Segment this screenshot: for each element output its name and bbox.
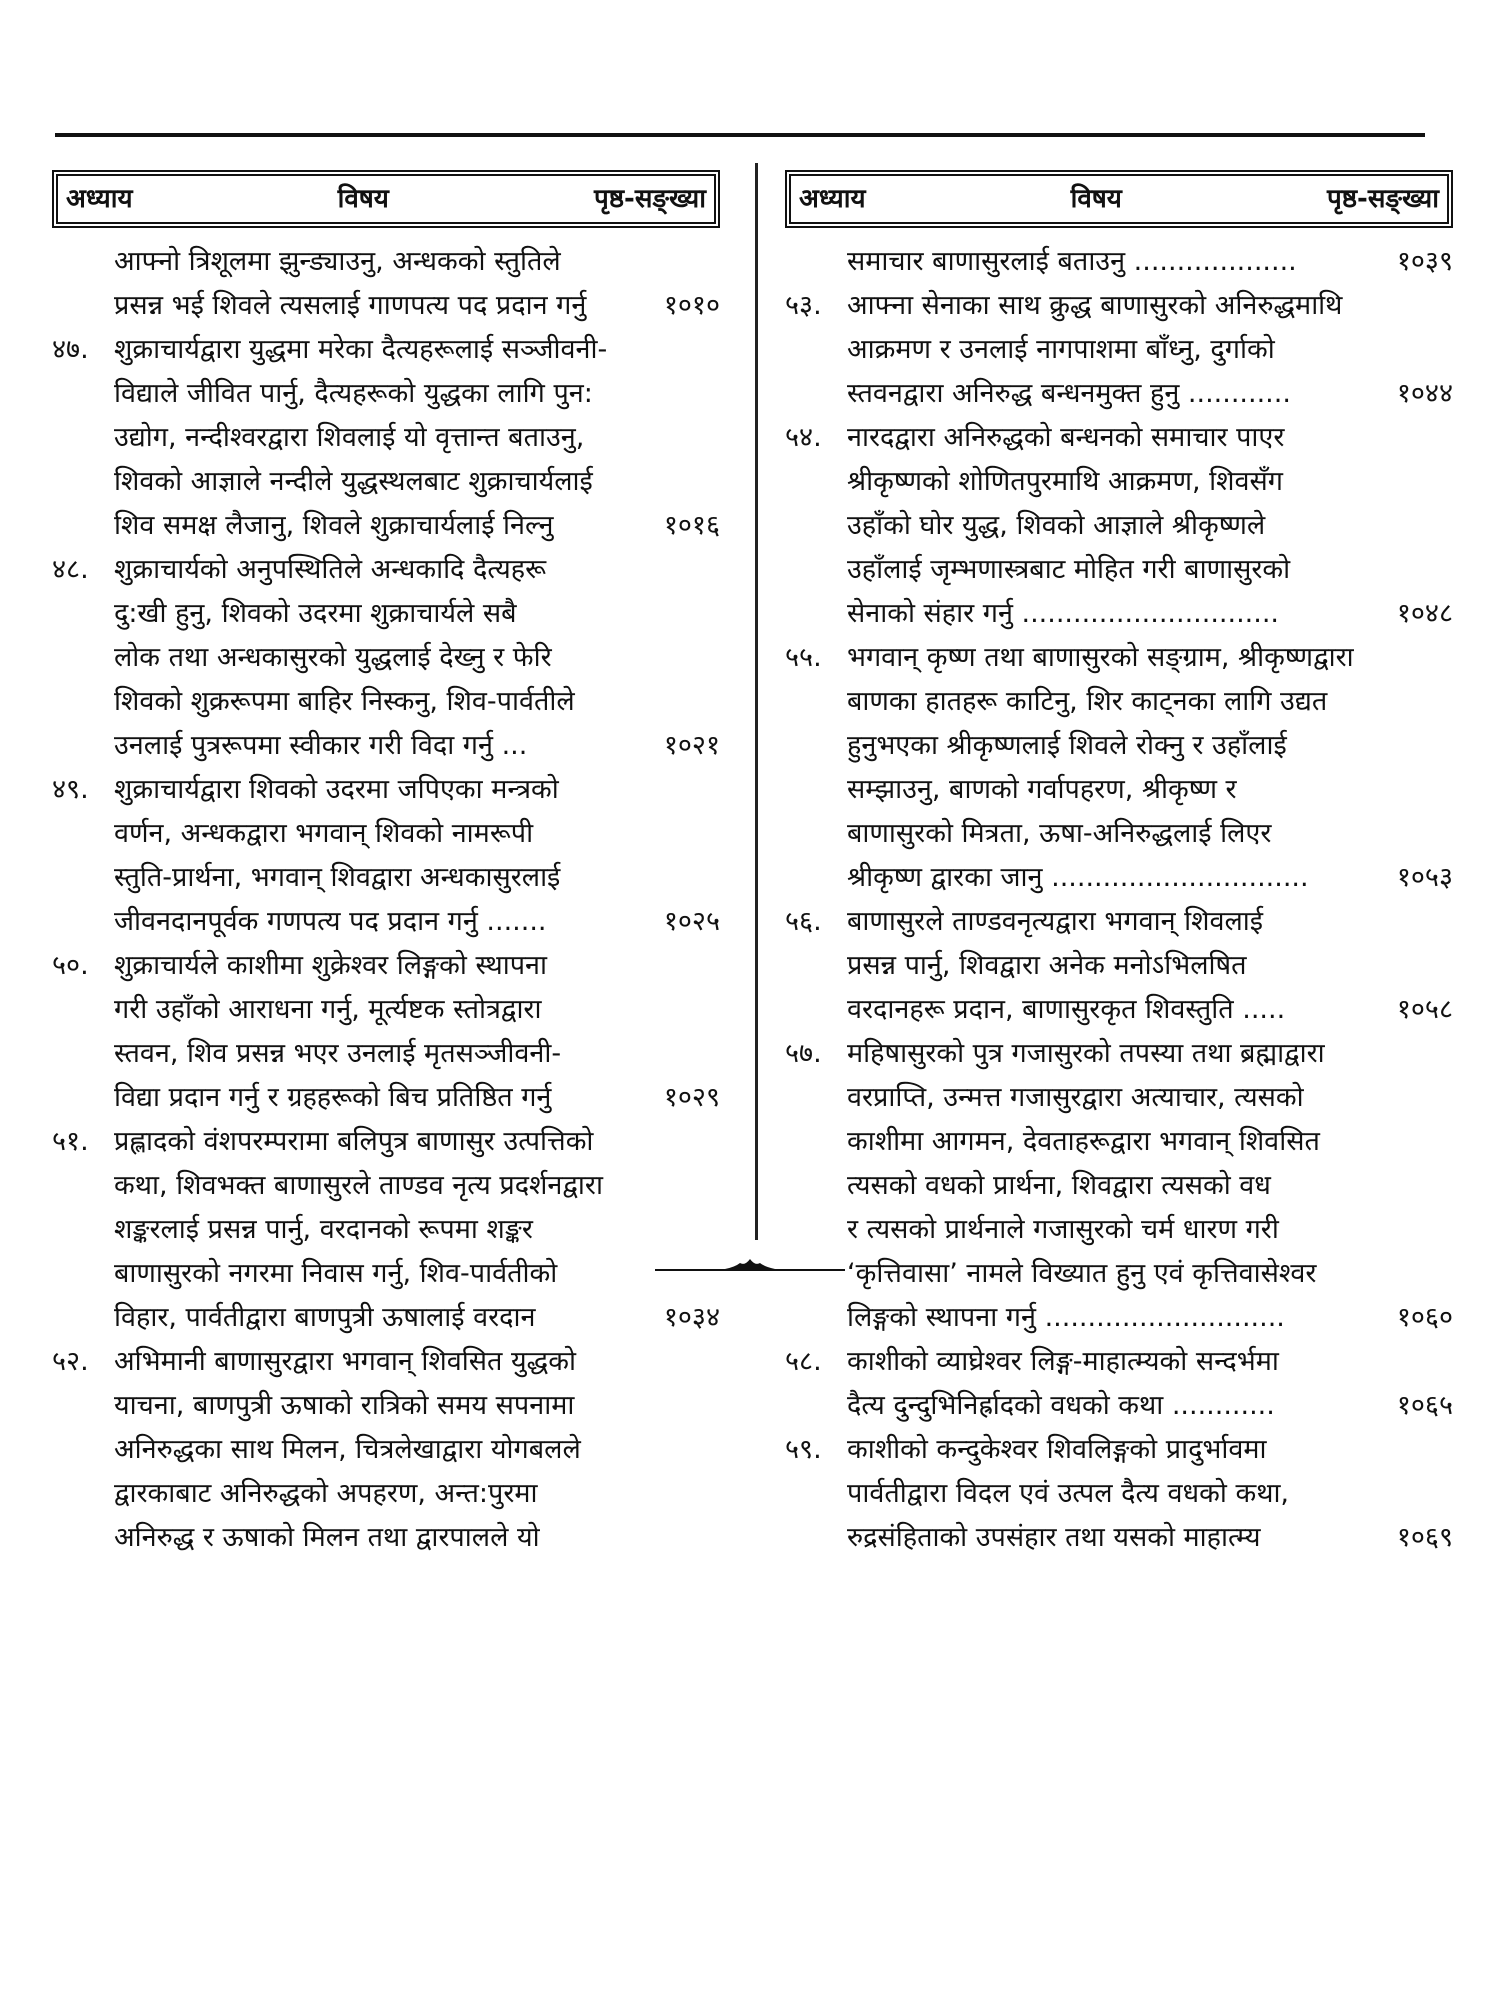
entry-text-line: स्तुति-प्रार्थना, भगवान् शिवद्वारा अन्धकासुरलाई xyxy=(114,862,561,893)
entry-last-line xyxy=(847,372,1453,416)
entry-text-line: बाणासुरको मित्रता, ऊषा-अनिरुद्धलाई लिएर xyxy=(847,818,1272,849)
toc-entry xyxy=(52,240,720,328)
entry-text-line: प्रसन्न पार्नु, शिवद्वारा अनेक मनोऽभिलषित xyxy=(847,950,1247,981)
entry-last-line xyxy=(847,1516,1453,1560)
entry-last-line xyxy=(847,856,1453,900)
entry-text-line: द्वारकाबाट अनिरुद्धको अपहरण, अन्त:पुरमा xyxy=(114,1478,538,1509)
entry-text-line: काशीको कन्दुकेश्वर शिवलिङ्गको प्रादुर्भावमा xyxy=(847,1434,1267,1465)
left-entries xyxy=(52,240,720,1560)
entry-last-line xyxy=(847,240,1453,284)
entry-text-line: उनलाई पुत्ररूपमा स्वीकार गरी विदा गर्नु ... xyxy=(114,730,528,761)
chapter-number: ५१. xyxy=(52,1126,89,1157)
entry-text-line: गरी उहाँको आराधना गर्नु, मूर्त्यष्टक स्तोत्रद्वारा xyxy=(114,994,542,1025)
entry-text-line: नारदद्वारा अनिरुद्धको बन्धनको समाचार पाएर xyxy=(847,422,1285,453)
entry-text-line: त्यसको वधको प्रार्थना, शिवद्वारा त्यसको वध xyxy=(847,1170,1271,1201)
right-column xyxy=(785,170,1453,1560)
entry-text-line: लिङ्गको स्थापना गर्नु ............................ xyxy=(847,1302,1285,1333)
entry-text-line: लोक तथा अन्धकासुरको युद्धलाई देख्नु र फेरि xyxy=(114,642,552,673)
chapter-number: ५२. xyxy=(52,1346,89,1377)
page-number: १०५८ xyxy=(1396,994,1453,1025)
entry-text-line: जीवनदानपूर्वक गणपत्य पद प्रदान गर्नु ....... xyxy=(114,906,547,937)
entry-text-line: बाणका हातहरू काटिनु, शिर काट्नका लागि उद्यत xyxy=(847,686,1328,717)
entry-text-line: उहाँको घोर युद्ध, शिवको आज्ञाले श्रीकृष्णले xyxy=(847,510,1266,541)
page-number: १०१६ xyxy=(663,510,720,541)
entry-text-line: सेनाको संहार गर्नु .............................. xyxy=(847,598,1279,629)
entry-last-line xyxy=(847,1296,1453,1340)
table-header xyxy=(52,170,720,228)
toc-entry xyxy=(785,416,1453,636)
header-page: पृष्ठ-सङ्ख्या xyxy=(1326,184,1439,214)
entry-text-line: अनिरुद्ध र ऊषाको मिलन तथा द्वारपालले यो xyxy=(114,1522,540,1553)
entry-text-line: दैत्य दुन्दुभिनिर्ह्रादको वधको कथा ............ xyxy=(847,1390,1275,1421)
entry-text-line: शङ्करलाई प्रसन्न पार्नु, वरदानको रूपमा शङ्कर xyxy=(114,1214,533,1245)
entry-text-line: श्रीकृष्ण द्वारका जानु .............................. xyxy=(847,862,1309,893)
entry-text-line: विहार, पार्वतीद्वारा बाणपुत्री ऊषालाई वरदान xyxy=(114,1302,536,1333)
toc-entry xyxy=(52,548,720,768)
page-number: १०४४ xyxy=(1396,378,1453,409)
toc-entry xyxy=(52,328,720,548)
entry-text-line: प्रसन्न भई शिवले त्यसलाई गाणपत्य पद प्रदान गर्नु xyxy=(114,290,587,321)
page-number: १०१० xyxy=(663,290,720,321)
entry-text-line: आक्रमण र उनलाई नागपाशमा बाँध्नु, दुर्गाको xyxy=(847,334,1275,365)
header-subject: विषय xyxy=(1070,184,1122,214)
toc-entry xyxy=(52,768,720,944)
page-number: १०२१ xyxy=(663,730,720,761)
page-number: १०३४ xyxy=(663,1302,720,1333)
entry-text-line: शिवको आज्ञाले नन्दीले युद्धस्थलबाट शुक्राचार्यलाई xyxy=(114,466,593,497)
chapter-number: ५६. xyxy=(785,906,822,937)
toc-entry xyxy=(785,1032,1453,1340)
entry-text-line: वर्णन, अन्धकद्वारा भगवान् शिवको नामरूपी xyxy=(114,818,534,849)
entry-text-line: दु:खी हुनु, शिवको उदरमा शुक्राचार्यले सबै xyxy=(114,598,517,629)
entry-text-line: शिवको शुक्ररूपमा बाहिर निस्कनु, शिव-पार्वतीले xyxy=(114,686,575,717)
entry-text-line: स्तवनद्वारा अनिरुद्ध बन्धनमुक्त हुनु ............ xyxy=(847,378,1291,409)
entry-text-line: विद्या प्रदान गर्नु र ग्रहहरूको बिच प्रतिष्ठित गर्नु xyxy=(114,1082,552,1113)
entry-last-line xyxy=(847,592,1453,636)
page-number: १०४८ xyxy=(1396,598,1453,629)
toc-entry xyxy=(785,1428,1453,1560)
chapter-number: ४९. xyxy=(52,774,89,805)
header-chapter: अध्याय xyxy=(66,184,133,214)
page-number: १०२९ xyxy=(663,1082,720,1113)
entry-text-line: महिषासुरको पुत्र गजासुरको तपस्या तथा ब्रह्माद्वारा xyxy=(847,1038,1325,1069)
top-rule xyxy=(55,133,1425,137)
entry-text-line: र त्यसको प्रार्थनाले गजासुरको चर्म धारण गरी xyxy=(847,1214,1279,1245)
entry-text-line: उद्योग, नन्दीश्वरद्वारा शिवलाई यो वृत्तान्त बताउनु, xyxy=(114,422,585,453)
entry-text-line: काशीको व्याघ्रेश्वर लिङ्ग-माहात्म्यको सन्दर्भमा xyxy=(847,1346,1279,1377)
page-number: १०३९ xyxy=(1396,246,1453,277)
entry-text-line: सम्झाउनु, बाणको गर्वापहरण, श्रीकृष्ण र xyxy=(847,774,1237,805)
entry-text-line: वरदानहरू प्रदान, बाणासुरकृत शिवस्तुति ..... xyxy=(847,994,1286,1025)
chapter-number: ५७. xyxy=(785,1038,822,1069)
entry-text-line: भगवान् कृष्ण तथा बाणासुरको सङ्ग्राम, श्रीकृष्णद्वारा xyxy=(847,642,1354,673)
entry-text-line: बाणासुरको नगरमा निवास गर्नु, शिव-पार्वतीको xyxy=(114,1258,558,1289)
chapter-number: ४७. xyxy=(52,334,89,365)
toc-entry xyxy=(52,944,720,1120)
toc-entry xyxy=(785,284,1453,416)
entry-last-line xyxy=(114,284,720,328)
entry-text-line: हुनुभएका श्रीकृष्णलाई शिवले रोक्नु र उहाँलाई xyxy=(847,730,1287,761)
chapter-number: ५८. xyxy=(785,1346,822,1377)
entry-text-line: पार्वतीद्वारा विदल एवं उत्पल दैत्य वधको कथा, xyxy=(847,1478,1290,1509)
entry-text-line: कथा, शिवभक्त बाणासुरले ताण्डव नृत्य प्रदर्शनद्वारा xyxy=(114,1170,603,1201)
chapter-number: ५५. xyxy=(785,642,822,673)
entry-text-line: आफ्ना सेनाका साथ क्रुद्ध बाणासुरको अनिरुद्धमाथि xyxy=(847,290,1343,321)
table-header xyxy=(785,170,1453,228)
entry-text-line: विद्याले जीवित पार्नु, दैत्यहरूको युद्धका लागि पुन: xyxy=(114,378,593,409)
entry-text-line: श्रीकृष्णको शोणितपुरमाथि आक्रमण, शिवसँग xyxy=(847,466,1283,497)
entry-text-line: आफ्नो त्रिशूलमा झुन्ड्याउनु, अन्धकको स्तुतिले xyxy=(114,246,561,277)
entry-last-line xyxy=(114,724,720,768)
page-number: १०६९ xyxy=(1396,1522,1453,1553)
entry-text-line: याचना, बाणपुत्री ऊषाको रात्रिको समय सपनामा xyxy=(114,1390,575,1421)
toc-entry xyxy=(52,1120,720,1340)
right-entries xyxy=(785,240,1453,1560)
chapter-number: ५०. xyxy=(52,950,89,981)
entry-text-line: शिव समक्ष लैजानु, शिवले शुक्राचार्यलाई निल्नु xyxy=(114,510,554,541)
entry-text-line: प्रह्लादको वंशपरम्परामा बलिपुत्र बाणासुर उत्पत्तिको xyxy=(114,1126,594,1157)
entry-text-line: शुक्राचार्यको अनुपस्थितिले अन्धकादि दैत्यहरू xyxy=(114,554,547,585)
chapter-number: ४८. xyxy=(52,554,89,585)
entry-text-line: वरप्राप्ति, उन्मत्त गजासुरद्वारा अत्याचार, त्यसको xyxy=(847,1082,1304,1113)
chapter-number: ५४. xyxy=(785,422,822,453)
entry-last-line xyxy=(847,1384,1453,1428)
header-subject: विषय xyxy=(337,184,389,214)
entry-last-line xyxy=(114,1296,720,1340)
toc-entry xyxy=(785,1340,1453,1428)
entry-text-line: उहाँलाई जृम्भणास्त्रबाट मोहित गरी बाणासुरको xyxy=(847,554,1291,585)
toc-entry xyxy=(785,636,1453,900)
entry-last-line xyxy=(114,1076,720,1120)
header-chapter: अध्याय xyxy=(799,184,866,214)
header-page: पृष्ठ-सङ्ख्या xyxy=(593,184,706,214)
entry-text-line: शुक्राचार्यद्वारा शिवको उदरमा जपिएका मन्त्रको xyxy=(114,774,559,805)
page-number: १०६५ xyxy=(1396,1390,1453,1421)
left-column xyxy=(52,170,720,1560)
column-divider xyxy=(755,163,758,1240)
page-number: १०५३ xyxy=(1396,862,1453,893)
toc-entry xyxy=(785,240,1453,284)
page-number: १०६० xyxy=(1396,1302,1453,1333)
entry-text-line: समाचार बाणासुरलाई बताउनु ................... xyxy=(847,246,1297,277)
toc-entry xyxy=(785,900,1453,1032)
chapter-number: ५३. xyxy=(785,290,822,321)
entry-text-line: काशीमा आगमन, देवताहरूद्वारा भगवान् शिवसित xyxy=(847,1126,1320,1157)
entry-text-line: बाणासुरले ताण्डवनृत्यद्वारा भगवान् शिवलाई xyxy=(847,906,1264,937)
entry-text-line: ‘कृत्तिवासा’ नामले विख्यात हुनु एवं कृत्तिवासेश्वर xyxy=(847,1258,1317,1289)
entry-last-line xyxy=(114,900,720,944)
entry-text-line: रुद्रसंहिताको उपसंहार तथा यसको माहात्म्य xyxy=(847,1522,1261,1553)
ornament-divider xyxy=(655,1255,845,1271)
entry-text-line: अभिमानी बाणासुरद्वारा भगवान् शिवसित युद्धको xyxy=(114,1346,576,1377)
entry-text-line: अनिरुद्धका साथ मिलन, चित्रलेखाद्वारा योगबलले xyxy=(114,1434,581,1465)
page-number: १०२५ xyxy=(663,906,720,937)
toc-entry xyxy=(52,1340,720,1560)
chapter-number: ५९. xyxy=(785,1434,822,1465)
entry-text-line: स्तवन, शिव प्रसन्न भएर उनलाई मृतसञ्जीवनी- xyxy=(114,1038,562,1069)
entry-text-line: शुक्राचार्यद्वारा युद्धमा मरेका दैत्यहरूलाई सञ्जीवनी- xyxy=(114,334,608,365)
entry-last-line xyxy=(114,504,720,548)
entry-last-line xyxy=(847,988,1453,1032)
entry-text-line: शुक्राचार्यले काशीमा शुक्रेश्वर लिङ्गको स्थापना xyxy=(114,950,548,981)
